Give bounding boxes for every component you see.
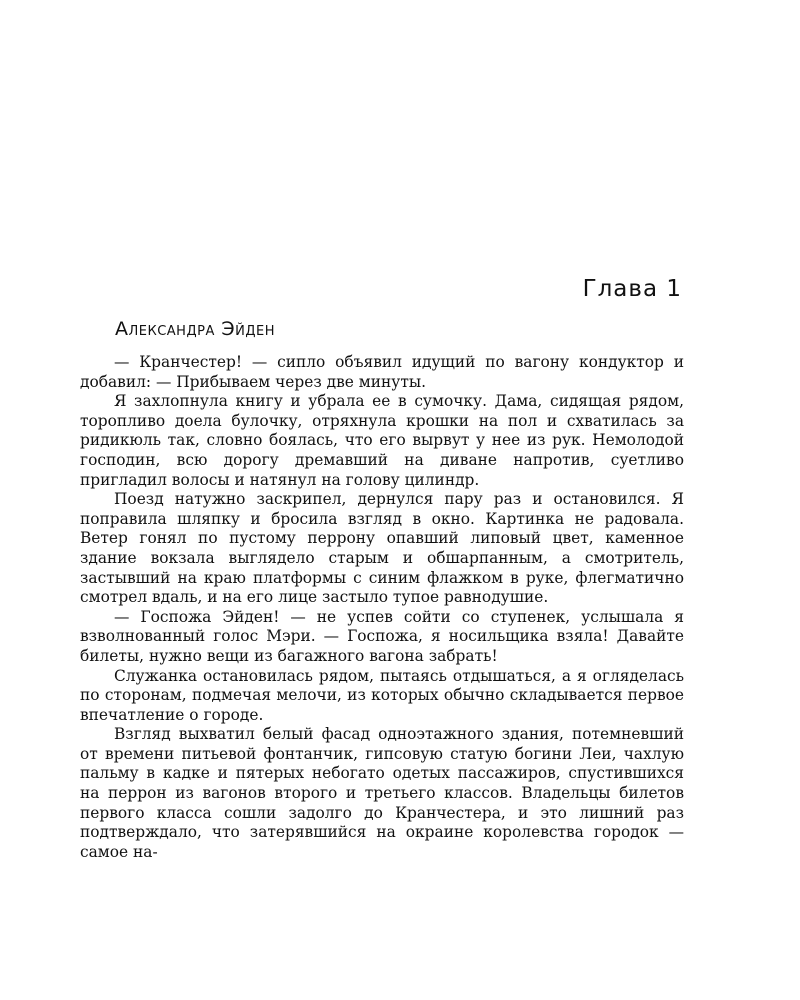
chapter-text xyxy=(80,353,684,862)
paragraph: Поезд натужно заскрипел, дернулся пару раз и остановился. Я поправила шляпку и бросила взгляд в окно. Картинка не радовала. Ветер гонял по пустому перрону опавший липовый цвет, каменное здание вокзала выглядело старым и обшарпанным, а смотритель, застывший на краю платформы с синим флажком в руке, флегматично смотрел вдаль, и на его лице застыло тупое равнодушие. xyxy=(80,490,684,607)
paragraph: Взгляд выхватил белый фасад одноэтажного здания, потемневший от времени питьевой фонтанчик, гипсовую статую богини Леи, чахлую пальму в кадке и пятерых небогато одетых пассажиров, спустившихся на перрон из вагонов второго и третьего классов. Владельцы билетов первого класса сошли задолго до Кранчестера, и это лишний раз подтверждало, что затерявшийся на окраине королевства городок — самое на- xyxy=(80,725,684,861)
paragraph: — Кранчестер! — сипло объявил идущий по вагону кондуктор и добавил: — Прибываем через две минуты. xyxy=(80,353,684,391)
author-name: Александра Эйден xyxy=(115,318,276,340)
paragraph: Служанка остановилась рядом, пытаясь отдышаться, а я огляделась по сторонам, подмечая мелочи, из которых обычно складывается первое впечатление о городе. xyxy=(80,666,684,724)
chapter-title: Глава 1 xyxy=(582,276,682,302)
paragraph: Я захлопнула книгу и убрала ее в сумочку. Дама, сидящая рядом, торопливо доела булочку, отряхнула крошки на пол и схватилась за ридикюль так, словно боялась, что его вырвут у нее из рук. Немолодой господин, всю дорогу дремавший на диване напротив, суетливо пригладил волосы и натянул на голову цилиндр. xyxy=(80,392,684,489)
paragraph: — Госпожа Эйден! — не успев сойти со ступенек, услышала я взволнованный голос Мэри. — Госпожа, я носильщика взяла! Давайте билеты, нужно вещи из багажного вагона забрать! xyxy=(80,607,684,665)
